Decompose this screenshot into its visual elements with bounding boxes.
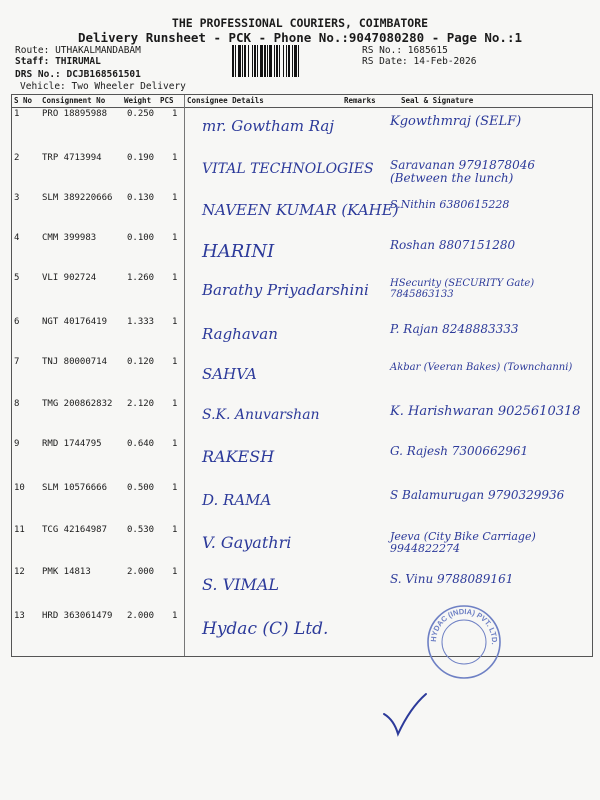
route-label: Route: [15, 45, 50, 56]
checkmark-icon [380, 690, 430, 740]
receiver-signature: Roshan 8807151280 [390, 238, 516, 252]
drs-line [15, 69, 141, 80]
cell-weight: 0.130 [127, 193, 155, 203]
rs-date-label: RS Date: [362, 56, 408, 67]
cell-weight: 1.260 [127, 273, 155, 283]
receiver-signature: Akbar (Veeran Bakes) (Townchanni) [390, 362, 573, 373]
receiver-signature: S Balamurugan 9790329936 [390, 488, 565, 502]
cell-sno: 9 [14, 439, 20, 449]
cell-consignment: NGT 40176419 [42, 317, 108, 327]
rs-no-label: RS No.: [362, 45, 403, 56]
receiver-signature: K. Harishwaran 9025610318 [390, 404, 581, 419]
consignee-handwritten-name: Raghavan [202, 325, 278, 343]
cell-pcs: 1 [172, 153, 178, 163]
consignee-handwritten-name: S. VIMAL [202, 575, 279, 594]
cell-consignment: HRD 363061479 [42, 611, 113, 621]
cell-sno: 4 [14, 233, 20, 243]
receiver-signature: P. Rajan 8248883333 [390, 322, 519, 336]
cell-weight: 2.000 [127, 567, 155, 577]
consignee-handwritten-name: S.K. Anuvarshan [202, 407, 320, 423]
cell-pcs: 1 [172, 317, 178, 327]
cell-weight: 0.500 [127, 483, 155, 493]
cell-sno: 11 [14, 525, 25, 535]
vehicle-line [20, 81, 186, 92]
consignee-handwritten-name: mr. Gowtham Raj [202, 117, 334, 135]
receiver-signature: S. Vinu 9788089161 [390, 572, 514, 586]
vehicle-label: Vehicle: [20, 81, 66, 92]
runsheet-subtitle: Delivery Runsheet - PCK - Phone No.:9047080280 - Page No.:1 [77, 30, 522, 45]
consignee-handwritten-name: RAKESH [202, 447, 275, 466]
cell-sno: 6 [14, 317, 20, 327]
cell-consignment: PRO 18895988 [42, 109, 108, 119]
cell-pcs: 1 [172, 109, 178, 119]
vehicle-value: Two Wheeler Delivery [71, 81, 186, 92]
consignee-handwritten-name: D. RAMA [202, 491, 272, 509]
cell-pcs: 1 [172, 439, 178, 449]
rs-date-value: 14-Feb-2026 [413, 56, 477, 67]
cell-sno: 5 [14, 273, 20, 283]
cell-weight: 0.640 [127, 439, 155, 449]
col-header-pcs: PCS [160, 96, 174, 105]
staff-label: Staff: [15, 56, 50, 67]
receiver-signature: Kgowthmraj (SELF) [390, 114, 522, 129]
company-seal-stamp [425, 603, 503, 681]
consignee-handwritten-name: HARINI [202, 241, 275, 262]
cell-consignment: RMD 1744795 [42, 439, 102, 449]
drs-label: DRS No.: [15, 69, 61, 80]
cell-weight: 0.100 [127, 233, 155, 243]
receiver-signature: Jeeva (City Bike Carriage) 9944822274 [390, 530, 536, 555]
cell-weight: 2.120 [127, 399, 155, 409]
cell-consignment: TMG 200862832 [42, 399, 113, 409]
consignee-handwritten-name: Barathy Priyadarshini [202, 281, 369, 299]
col-header-seal: Seal & Signature [401, 96, 474, 105]
col-header-weight: Weight [124, 96, 152, 105]
route-value: UTHAKALMANDABAM [55, 45, 141, 56]
cell-sno: 7 [14, 357, 20, 367]
receiver-signature: HSecurity (SECURITY Gate) 7845863133 [390, 278, 535, 300]
col-header-remarks: Remarks [344, 96, 376, 105]
staff-line [15, 56, 101, 67]
receiver-signature: G. Rajesh 7300662961 [390, 444, 529, 458]
cell-consignment: TRP 4713994 [42, 153, 102, 163]
col-header-consignment: Consignment No [42, 96, 106, 105]
column-divider [184, 95, 185, 656]
consignee-handwritten-name: SAHVA [202, 365, 257, 383]
cell-sno: 13 [14, 611, 25, 621]
cell-pcs: 1 [172, 525, 178, 535]
cell-consignment: VLI 902724 [42, 273, 97, 283]
consignee-handwritten-name: VITAL TECHNOLOGIES [202, 161, 374, 177]
route-line [15, 45, 141, 56]
cell-sno: 10 [14, 483, 25, 493]
rs-no-value: 1685615 [407, 45, 448, 56]
consignee-handwritten-name: NAVEEN KUMAR (KAHE) [202, 201, 399, 219]
cell-sno: 12 [14, 567, 25, 577]
cell-weight: 0.250 [127, 109, 155, 119]
cell-weight: 0.120 [127, 357, 155, 367]
cell-pcs: 1 [172, 611, 178, 621]
cell-pcs: 1 [172, 483, 178, 493]
cell-pcs: 1 [172, 567, 178, 577]
rs-no-line [362, 45, 448, 56]
cell-consignment: CMM 399983 [42, 233, 97, 243]
cell-weight: 1.333 [127, 317, 155, 327]
drs-value: DCJB168561501 [66, 69, 141, 80]
company-title: THE PROFESSIONAL COURIERS, COIMBATORE [171, 16, 429, 30]
cell-sno: 2 [14, 153, 20, 163]
consignee-handwritten-name: V. Gayathri [202, 533, 292, 552]
cell-consignment: TNJ 80000714 [42, 357, 108, 367]
cell-sno: 1 [14, 109, 20, 119]
cell-pcs: 1 [172, 193, 178, 203]
staff-value: THIRUMAL [55, 56, 101, 67]
receiver-signature: S.Nithin 6380615228 [390, 198, 510, 211]
cell-pcs: 1 [172, 357, 178, 367]
col-header-sno: S No [14, 96, 33, 105]
receiver-signature: Saravanan 9791878046 (Between the lunch) [390, 158, 535, 185]
cell-pcs: 1 [172, 273, 178, 283]
cell-weight: 0.190 [127, 153, 155, 163]
rs-date-line [362, 56, 476, 67]
stamp-text: HYDAC (INDIA) PVT. LTD. [428, 606, 500, 645]
cell-consignment: SLM 389220666 [42, 193, 113, 203]
cell-sno: 3 [14, 193, 20, 203]
cell-pcs: 1 [172, 399, 178, 409]
consignment-table [11, 94, 593, 657]
cell-consignment: SLM 10576666 [42, 483, 108, 493]
col-header-consignee: Consignee Details [187, 96, 264, 105]
svg-text:HYDAC (INDIA) PVT. LTD. [429, 607, 499, 645]
cell-weight: 0.530 [127, 525, 155, 535]
barcode [232, 45, 356, 77]
header-divider [12, 107, 592, 108]
cell-consignment: TCG 42164987 [42, 525, 108, 535]
cell-pcs: 1 [172, 233, 178, 243]
cell-sno: 8 [14, 399, 20, 409]
cell-weight: 2.000 [127, 611, 155, 621]
cell-consignment: PMK 14813 [42, 567, 91, 577]
consignee-handwritten-name: Hydac (C) Ltd. [202, 619, 329, 639]
